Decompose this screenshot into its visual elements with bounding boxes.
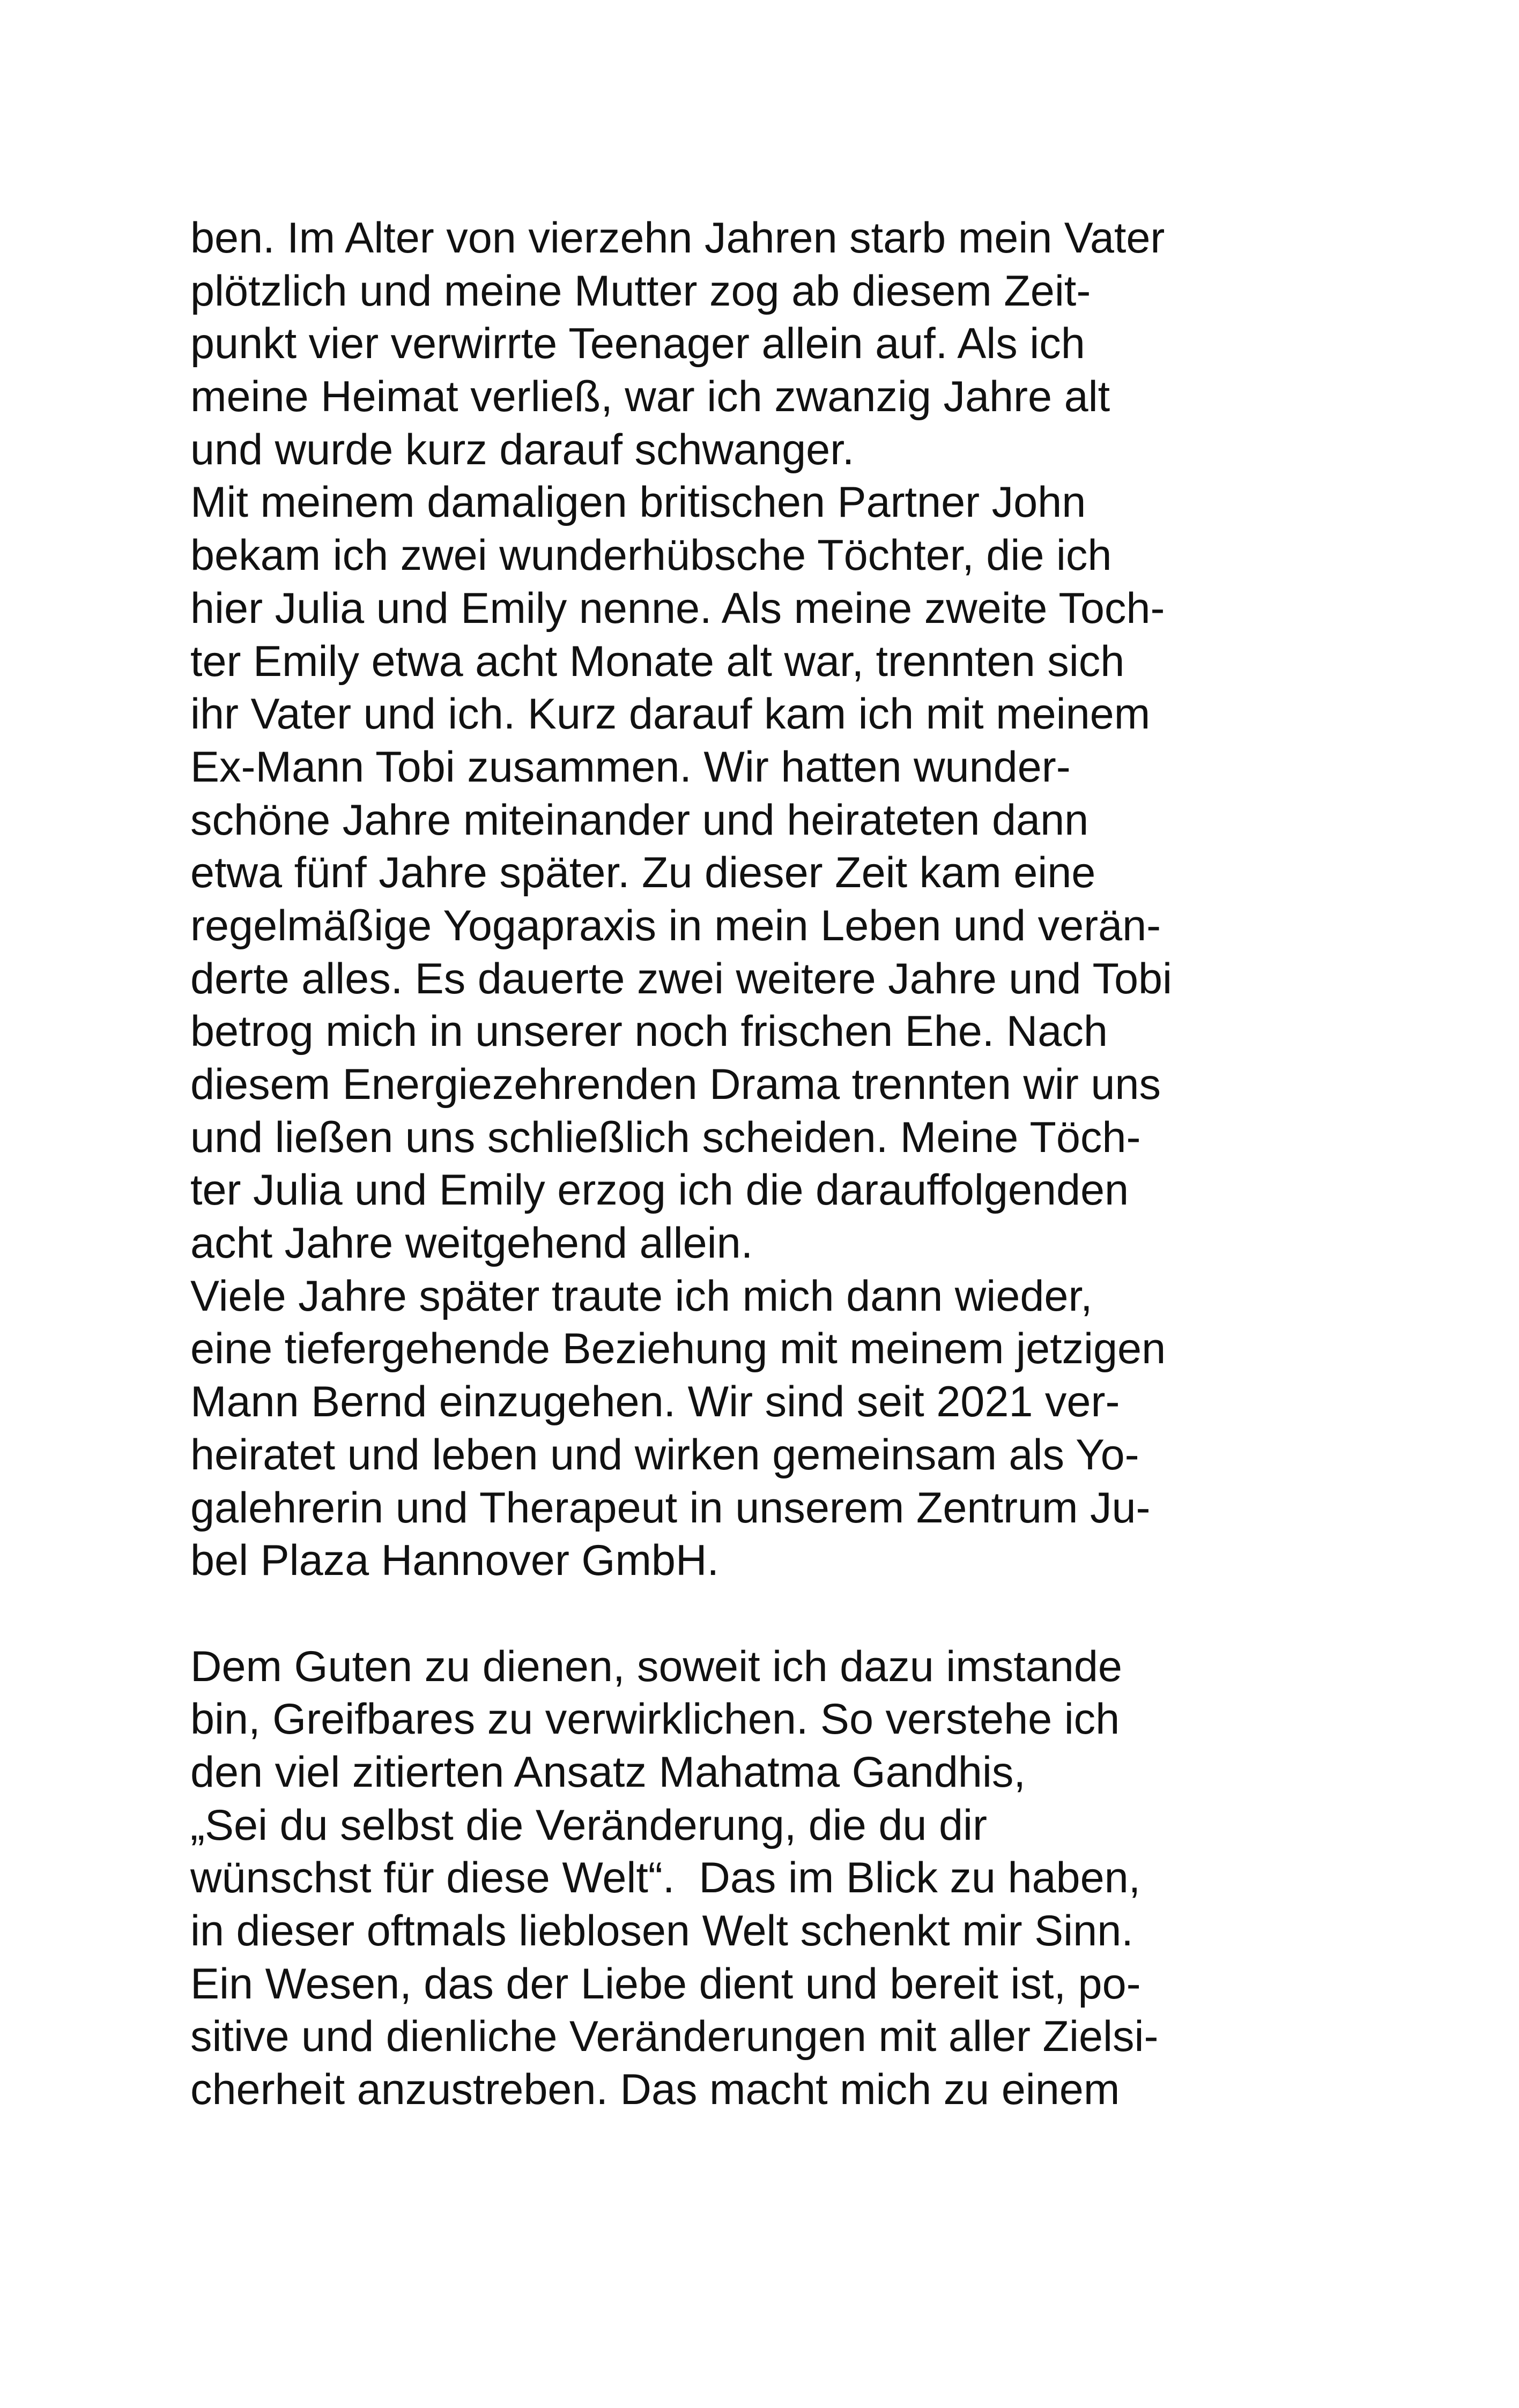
text-line: heiratet und leben und wirken gemeinsam als Yo- <box>190 1430 1139 1479</box>
paragraph-1 <box>190 212 1424 476</box>
paragraph-2 <box>190 476 1424 1269</box>
text-line: punkt vier verwirrte Teenager allein auf. Als ich <box>190 319 1085 368</box>
text-line: sitive und dienliche Veränderungen mit aller Zielsi- <box>190 2012 1159 2061</box>
text-line: Viele Jahre später traute ich mich dann wieder, <box>190 1272 1093 1320</box>
text-line: eine tiefergehende Beziehung mit meinem jetzigen <box>190 1325 1166 1373</box>
text-line: und ließen uns schließlich scheiden. Meine Töch- <box>190 1113 1141 1162</box>
text-line: plötzlich und meine Mutter zog ab diesem Zeit- <box>190 266 1091 315</box>
text-line: ben. Im Alter von vierzehn Jahren starb mein Vater <box>190 214 1165 262</box>
body-text <box>190 212 1424 2116</box>
text-line: schöne Jahre miteinander und heirateten dann <box>190 796 1089 844</box>
text-line: Ex-Mann Tobi zusammen. Wir hatten wunder- <box>190 742 1071 791</box>
text-line: und wurde kurz darauf schwanger. <box>190 425 855 474</box>
text-line: meine Heimat verließ, war ich zwanzig Jahre alt <box>190 373 1110 421</box>
text-line: betrog mich in unserer noch frischen Ehe. Nach <box>190 1007 1108 1056</box>
text-line: derte alles. Es dauerte zwei weitere Jahre und Tobi <box>190 954 1173 1003</box>
text-line: diesem Energiezehrenden Drama trennten wir uns <box>190 1060 1161 1109</box>
text-line: cherheit anzustreben. Das macht mich zu einem <box>190 2065 1120 2114</box>
paragraph-3 <box>190 1270 1424 1587</box>
text-line: „Sei du selbst die Veränderung, die du dir <box>190 1801 987 1849</box>
text-line: galehrerin und Therapeut in unserem Zentrum Ju- <box>190 1483 1151 1532</box>
text-line: regelmäßige Yogapraxis in mein Leben und verän- <box>190 901 1161 950</box>
text-line: Mann Bernd einzugehen. Wir sind seit 2021 ver- <box>190 1378 1120 1426</box>
paragraph-spacer <box>190 1587 1424 1640</box>
text-line: Ein Wesen, das der Liebe dient und bereit ist, po- <box>190 1959 1141 2008</box>
text-line: bin, Greifbares zu verwirklichen. So verstehe ich <box>190 1695 1120 1744</box>
text-line: acht Jahre weitgehend allein. <box>190 1219 753 1268</box>
text-line: ter Julia und Emily erzog ich die darauffolgenden <box>190 1166 1129 1215</box>
text-line: ter Emily etwa acht Monate alt war, trennten sich <box>190 637 1125 686</box>
text-line: hier Julia und Emily nenne. Als meine zweite Toch- <box>190 584 1165 633</box>
text-line: bel Plaza Hannover GmbH. <box>190 1536 719 1585</box>
text-line: wünschst für diese Welt“. Das im Blick zu haben, <box>190 1854 1141 1902</box>
paragraph-4 <box>190 1640 1424 2116</box>
text-line: bekam ich zwei wunderhübsche Töchter, die ich <box>190 531 1112 580</box>
text-line: ihr Vater und ich. Kurz darauf kam ich mit meinem <box>190 690 1151 739</box>
text-line: Mit meinem damaligen britischen Partner John <box>190 478 1086 527</box>
text-line: den viel zitierten Ansatz Mahatma Gandhis, <box>190 1748 1026 1796</box>
text-line: Dem Guten zu dienen, soweit ich dazu imstande <box>190 1642 1122 1691</box>
text-line: in dieser oftmals lieblosen Welt schenkt mir Sinn. <box>190 1907 1133 1955</box>
text-line: etwa fünf Jahre später. Zu dieser Zeit kam eine <box>190 849 1096 897</box>
